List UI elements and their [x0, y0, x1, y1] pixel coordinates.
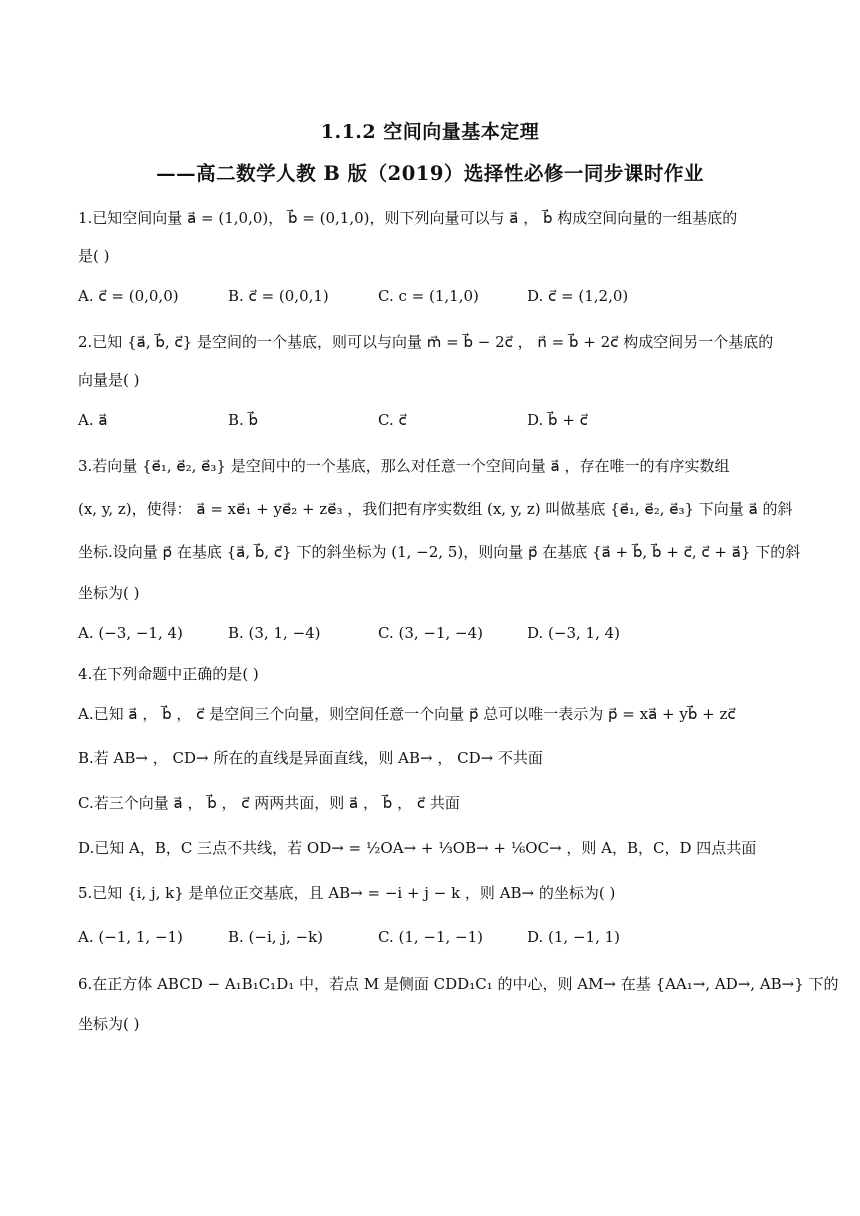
document-title: 1.1.2 空间向量基本定理	[320, 121, 540, 143]
question-2-text-line-2: 向量是( )	[78, 371, 140, 389]
question-3-text-line-1: 3.若向量 {e⃗₁, e⃗₂, e⃗₃} 是空间中的一个基底，那么对任意一个空间向量 a⃗ ，存在唯一的有序实数组	[78, 457, 730, 475]
question-2-option-c: C. c⃗	[378, 411, 407, 429]
document-subtitle: ——高二数学人教 B 版（2019）选择性必修一同步课时作业	[156, 162, 704, 185]
question-5-option-c: C. (1, −1, −1)	[378, 928, 484, 946]
question-1-option-a: A. c⃗ = (0,0,0)	[78, 287, 179, 305]
question-3-option-c: C. (3, −1, −4)	[378, 624, 484, 642]
question-5-text-line-1: 5.已知 {i, j, k} 是单位正交基底，且 AB→ = −i + j − k ，则 AB→ 的坐标为( )	[78, 884, 616, 902]
question-3-text-line-2: (x, y, z)，使得： a⃗ = xe⃗₁ + ye⃗₂ + ze⃗₃ ，我们把有序实数组 (x, y, z) 叫做基底 {e⃗₁, e⃗₂, e⃗₃} 下向量 a⃗ 的斜	[78, 500, 793, 518]
question-3-option-d: D. (−3, 1, 4)	[527, 624, 621, 642]
question-3-options	[78, 624, 784, 644]
question-4-option-a: A.已知 a⃗ ， b⃗ ， c⃗ 是空间三个向量，则空间任意一个向量 p⃗ 总可以唯一表示为 p⃗ = xa⃗ + yb⃗ + zc⃗	[78, 705, 736, 723]
question-2-options	[78, 411, 784, 431]
question-3-text-line-3: 坐标.设向量 p⃗ 在基底 {a⃗, b⃗, c⃗} 下的斜坐标为 (1, −2, 5)，则向量 p⃗ 在基底 {a⃗ + b⃗, b⃗ + c⃗, c⃗ + a⃗} 下的斜	[78, 543, 801, 561]
question-2-text-line-1: 2.已知 {a⃗, b⃗, c⃗} 是空间的一个基底，则可以与向量 m⃗ = b⃗ − 2c⃗ ， n⃗ = b⃗ + 2c⃗ 构成空间另一个基底的	[78, 333, 774, 351]
question-3-option-b: B. (3, 1, −4)	[228, 624, 321, 642]
question-1-option-c: C. c = (1,1,0)	[378, 287, 479, 305]
question-4-option-c: C.若三个向量 a⃗ ， b⃗ ， c⃗ 两两共面，则 a⃗ ， b⃗ ， c⃗ 共面	[78, 794, 460, 812]
question-3-option-a: A. (−3, −1, 4)	[78, 624, 183, 642]
question-4-text-line-1: 4.在下列命题中正确的是( )	[78, 665, 259, 683]
question-3-text-line-4: 坐标为( )	[78, 584, 140, 602]
question-1-text-line-2: 是( )	[78, 247, 110, 265]
question-1-option-d: D. c⃗ = (1,2,0)	[527, 287, 629, 305]
question-4-option-d: D.已知 A，B，C 三点不共线，若 OD→ = ½OA→ + ⅓OB→ + ⅙OC→ ，则 A，B，C，D 四点共面	[78, 839, 757, 857]
question-2-option-b: B. b⃗	[228, 411, 259, 429]
question-5-option-b: B. (−i, j, −k)	[228, 928, 324, 946]
question-1-text-line-1: 1.已知空间向量 a⃗ = (1,0,0)， b⃗ = (0,1,0)，则下列向量可以与 a⃗ ， b⃗ 构成空间向量的一组基底的	[78, 209, 738, 227]
question-6-text-line-1: 6.在正方体 ABCD − A₁B₁C₁D₁ 中，若点 M 是侧面 CDD₁C₁ 的中心，则 AM→ 在基 {AA₁→, AD→, AB→} 下的	[78, 975, 839, 993]
question-2-option-a: A. a⃗	[78, 411, 108, 429]
question-5-options	[78, 928, 784, 948]
question-1-option-b: B. c⃗ = (0,0,1)	[228, 287, 329, 305]
question-2-option-d: D. b⃗ + c⃗	[527, 411, 588, 429]
question-1-options	[78, 287, 784, 307]
question-5-option-a: A. (−1, 1, −1)	[78, 928, 183, 946]
question-5-option-d: D. (1, −1, 1)	[527, 928, 621, 946]
question-6-text-line-2: 坐标为( )	[78, 1015, 140, 1033]
question-4-option-b: B.若 AB→ ， CD→ 所在的直线是异面直线，则 AB→ ， CD→ 不共面	[78, 749, 543, 767]
